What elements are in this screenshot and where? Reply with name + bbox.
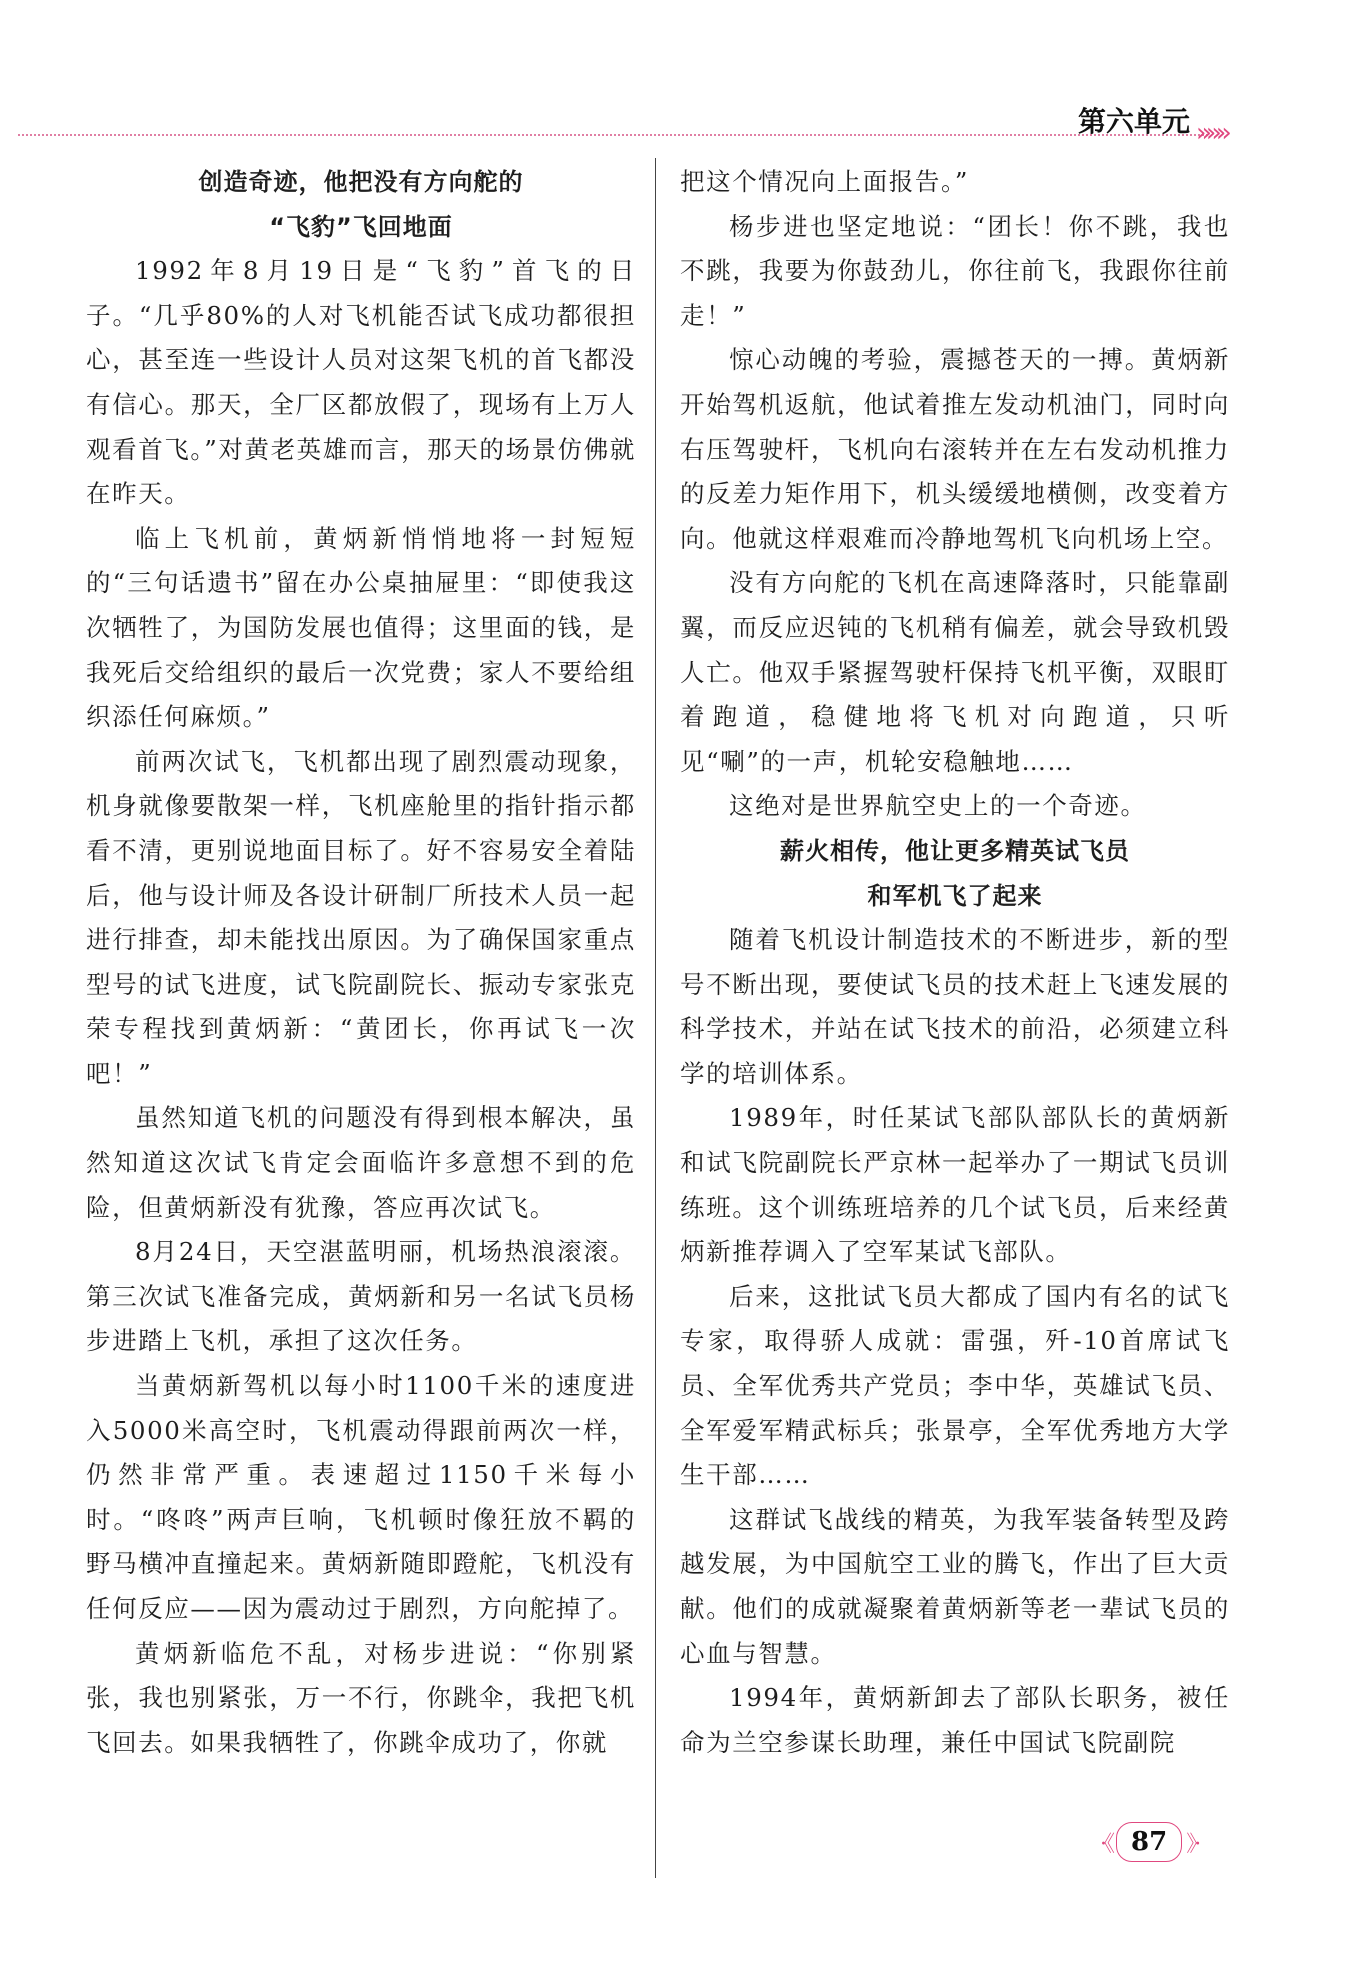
- page-number: 87: [1116, 1822, 1182, 1862]
- paragraph: 黄炳新临危不乱，对杨步进说：“你别紧张，我也别紧张，万一不行，你跳伞，我把飞机飞回去。如果我牺牲了，你跳伞成功了，你就: [86, 1638, 636, 1757]
- paragraph-continuation: 把这个情况向上面报告。”: [680, 167, 969, 196]
- paragraph: 这群试飞战线的精英，为我军装备转型及跨越发展，为中国航空工业的腾飞，作出了巨大贡献。他们的成就凝聚着黄炳新等老一辈试飞员的心血与智慧。: [680, 1504, 1230, 1668]
- paragraph: 8月24日，天空湛蓝明丽，机场热浪滚滚。第三次试飞准备完成，黄炳新和另一名试飞员杨步进踏上飞机，承担了这次任务。: [86, 1237, 636, 1356]
- column-divider: [655, 158, 656, 1878]
- paragraph: 惊心动魄的考验，震撼苍天的一搏。黄炳新开始驾机返航，他试着推左发动机油门，同时向右压驾驶杆，飞机向右滚转并在左右发动机推力的反差力矩作用下，机头缓缓地横侧，改变着方向。他就这样艰难而冷静地驾机飞向机场上空。: [680, 345, 1230, 553]
- paragraph: 这绝对是世界航空史上的一个奇迹。: [729, 791, 1147, 821]
- unit-title: 第六单元: [1078, 105, 1191, 138]
- paragraph: 虽然知道飞机的问题没有得到根本解决，虽然知道这次试飞肯定会面临许多意想不到的危险，但黄炳新没有犹豫，答应再次试飞。: [86, 1103, 636, 1222]
- paragraph: 1989年，时任某试飞部队部队长的黄炳新和试飞院副院长严京林一起举办了一期试飞员训练班。这个训练班培养的几个试飞员，后来经黄炳新推荐调入了空军某试飞部队。: [680, 1103, 1230, 1267]
- paragraph: 1994年，黄炳新卸去了部队长职务，被任命为兰空参谋长助理，兼任中国试飞院副院: [680, 1683, 1230, 1757]
- paragraph: 杨步进也坚定地说：“团长！你不跳，我也不跳，我要为你鼓劲儿，你往前飞，我跟你往前走！”: [680, 211, 1230, 330]
- page-footer: [1100, 1822, 1198, 1862]
- right-column: [680, 160, 1230, 1765]
- left-column: [86, 160, 636, 1765]
- section-heading-2-line1: 薪火相传，他让更多精英试飞员: [780, 836, 1130, 865]
- section-heading-2-line2: 和军机飞了起来: [867, 881, 1043, 910]
- paragraph: 随着飞机设计制造技术的不断进步，新的型号不断出现，要使试飞员的技术赶上飞速发展的科学技术，并站在试飞技术的前沿，必须建立科学的培训体系。: [680, 925, 1230, 1088]
- paragraph: 当黄炳新驾机以每小时1100千米的速度进入5000米高空时，飞机震动得跟前两次一样，仍然非常严重。表速超过1150千米每小时。“咚咚”两声巨响，飞机顿时像狂放不羁的野马横冲直撞起来。黄炳新随即蹬舵，飞机没有任何反应——因为震动过于剧烈，方向舵掉了。: [86, 1371, 636, 1623]
- chevron-arrows-icon: »»»: [1196, 118, 1226, 148]
- footer-ornament-right: 》·: [1186, 1831, 1199, 1857]
- paragraph: 后来，这批试飞员大都成了国内有名的试飞专家，取得骄人成就：雷强，歼-10首席试飞员、全军优秀共产党员；李中华，英雄试飞员、全军爱军精武标兵；张景亭，全军优秀地方大学生干部……: [680, 1281, 1230, 1490]
- header-rule: [18, 134, 1208, 136]
- section-heading-1-line1: 创造奇迹，他把没有方向舵的: [198, 168, 524, 196]
- paragraph: 前两次试飞，飞机都出现了剧烈震动现象，机身就像要散架一样，飞机座舱里的指针指示都看不清，更别说地面目标了。好不容易安全着陆后，他与设计师及各设计研制厂所技术人员一起进行排查，却未能找出原因。为了确保国家重点型号的试飞进度，试飞院副院长、振动专家张克荣专程找到黄炳新：“黄团长，你再试飞一次吧！”: [86, 746, 636, 1088]
- paragraph: 1992年8月19日是“飞豹”首飞的日子。“几乎80%的人对飞机能否试飞成功都很担心，甚至连一些设计人员对这架飞机的首飞都没有信心。那天，全厂区都放假了，现场有上万人观看首飞。”对黄老英雄而言，那天的场景仿佛就在昨天。: [86, 256, 636, 509]
- footer-ornament-left: ·《: [1100, 1831, 1112, 1857]
- section-heading-1-line2: “飞豹”飞回地面: [269, 212, 453, 241]
- paragraph: 临上飞机前，黄炳新悄悄地将一封短短的“三句话遗书”留在办公桌抽屉里：“即使我这次牺牲了，为国防发展也值得；这里面的钱，是我死后交给组织的最后一次党费；家人不要给组织添任何麻烦。”: [86, 523, 636, 732]
- paragraph: 没有方向舵的飞机在高速降落时，只能靠副翼，而反应迟钝的飞机稍有偏差，就会导致机毁人亡。他双手紧握驾驶杆保持飞机平衡，双眼盯着跑道，稳健地将飞机对向跑道，只听见“唰”的一声，机轮安稳触地……: [680, 568, 1230, 776]
